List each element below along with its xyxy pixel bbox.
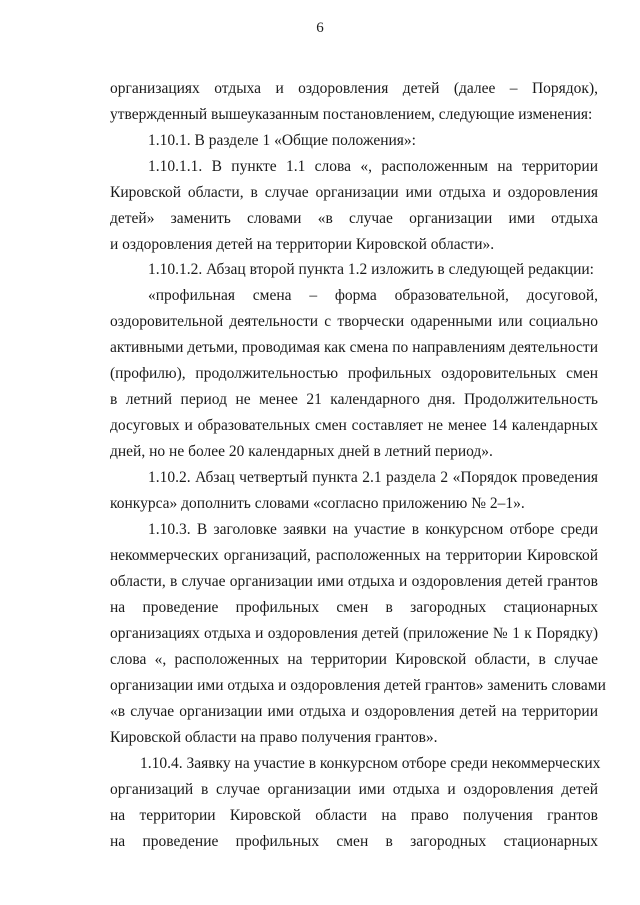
text-line: на проведение профильных смен в загородных стационарных <box>110 599 598 616</box>
text-line: на проведение профильных смен в загородных стационарных <box>110 833 598 850</box>
text-line: Кировской области на право получения грантов». <box>110 729 438 746</box>
text-line: оздоровительной деятельности с творчески одаренными или социально <box>110 313 598 330</box>
text-line: досуговых и образовательных смен составляет не менее 14 календарных <box>110 417 598 434</box>
text-line: 1.10.1. В разделе 1 «Общие положения»: <box>148 132 416 149</box>
text-line: (профилю), продолжительностью профильных оздоровительных смен <box>110 365 598 382</box>
text-line: дней, но не более 20 календарных дней в летний период». <box>110 443 493 460</box>
text-line: Кировской области, в случае организации ими отдыха и оздоровления <box>110 184 598 201</box>
page-number: 6 <box>316 20 324 36</box>
text-line: детей» заменить словами «в случае организации ими отдыха <box>110 210 598 227</box>
text-line: 1.10.2. Абзац четвертый пункта 2.1 раздела 2 «Порядок проведения <box>148 469 598 486</box>
text-line: организаций в случае организации ими отдыха и оздоровления детей <box>110 781 598 798</box>
text-line: в летний период не менее 21 календарного дня. Продолжительность <box>110 391 598 408</box>
text-line: 1.10.3. В заголовке заявки на участие в конкурсном отборе среди <box>148 521 598 538</box>
text-line: 1.10.4. Заявку на участие в конкурсном отборе среди некоммерческих <box>140 755 601 772</box>
text-line: организации ими отдыха и оздоровления детей грантов» заменить словами <box>110 677 606 694</box>
text-line: конкурса» дополнить словами «согласно приложению № 2–1». <box>110 495 525 512</box>
text-line: слова «, расположенных на территории Кировской области, в случае <box>110 651 598 668</box>
text-line: «профильная смена – форма образовательной, досуговой, <box>148 287 598 304</box>
text-line: области, в случае организации ими отдыха и оздоровления детей грантов <box>110 573 598 590</box>
text-line: 1.10.1.1. В пункте 1.1 слова «, расположенным на территории <box>148 158 598 175</box>
text-line: некоммерческих организаций, расположенных на территории Кировской <box>110 547 598 564</box>
text-line: «в случае организации ими отдыха и оздоровления детей на территории <box>110 703 598 720</box>
text-line: и оздоровления детей на территории Кировской области». <box>110 236 495 253</box>
text-line: на территории Кировской области на право получения грантов <box>110 807 598 824</box>
text-line: организациях отдыха и оздоровления детей (далее – Порядок), <box>110 80 598 97</box>
text-line: активными детьми, проводимая как смена по направлениям деятельности <box>110 339 598 356</box>
text-line: 1.10.1.2. Абзац второй пункта 1.2 изложить в следующей редакции: <box>148 261 594 278</box>
text-line: организациях отдыха и оздоровления детей (приложение № 1 к Порядку) <box>110 625 598 642</box>
text-line: утвержденный вышеуказанным постановлением, следующие изменения: <box>110 106 593 123</box>
